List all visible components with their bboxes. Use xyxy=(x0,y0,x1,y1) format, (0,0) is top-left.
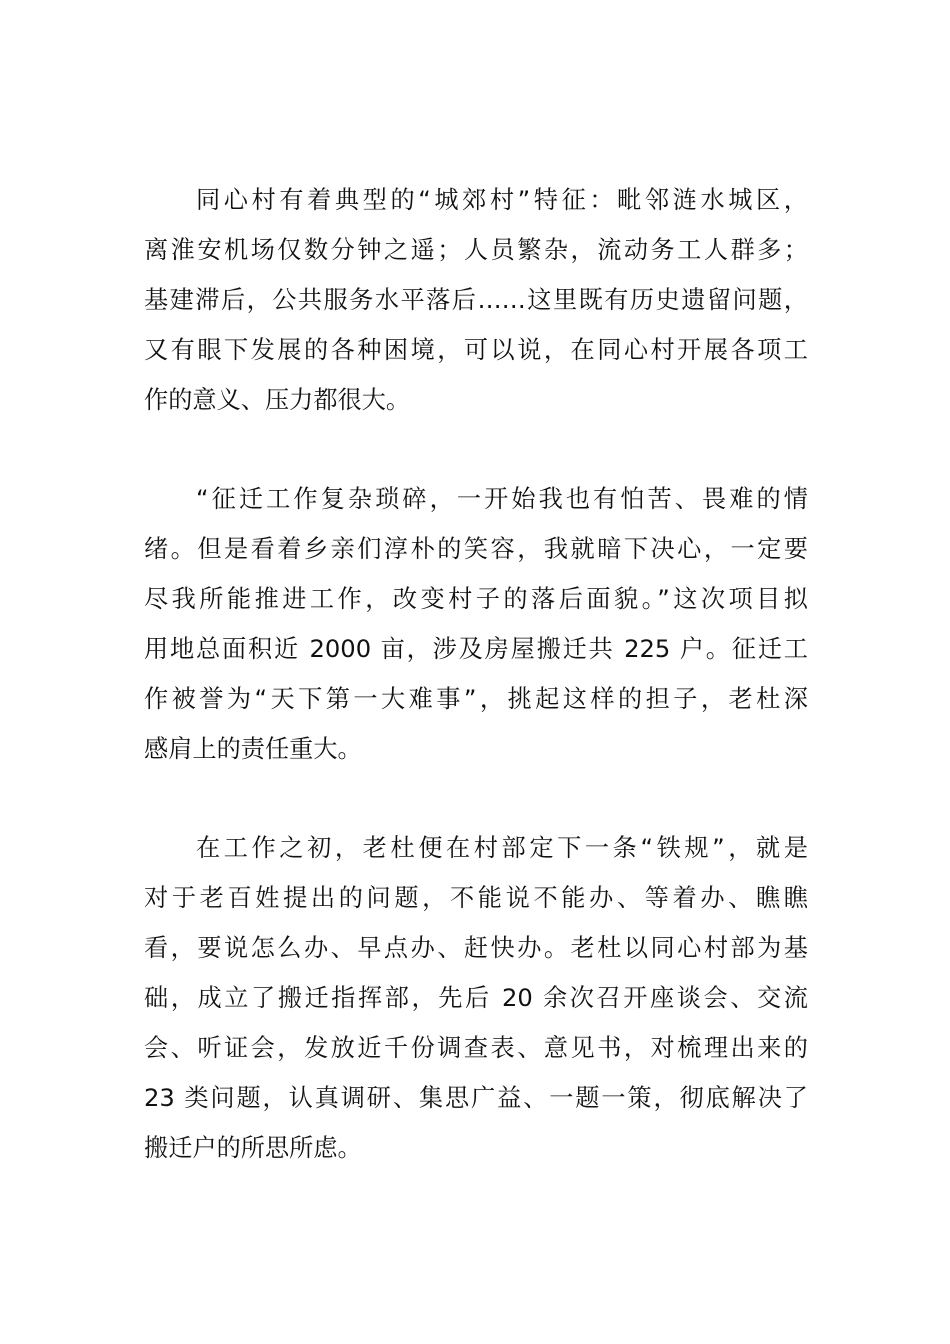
paragraph-line: “征迁工作复杂琐碎，一开始我也有怕苦、畏难的情 xyxy=(196,485,808,513)
paragraph-line: 感肩上的责任重大。 xyxy=(144,735,362,763)
paragraph-3 xyxy=(144,823,808,1173)
paragraph-line: 作的意义、压力都很大。 xyxy=(144,386,411,414)
paragraph-line: 基建滞后，公共服务水平落后……这里既有历史遗留问题， xyxy=(144,286,808,314)
paragraph-line: 离淮安机场仅数分钟之遥；人员繁杂，流动务工人群多； xyxy=(144,236,808,264)
paragraph-line: 会、听证会，发放近千份调查表、意见书，对梳理出来的 xyxy=(144,1034,808,1062)
paragraph-line: 作被誉为“天下第一大难事”，挑起这样的担子，老杜深 xyxy=(144,685,808,713)
paragraph-line: 尽我所能推进工作，改变村子的落后面貌。”这次项目拟 xyxy=(144,585,808,613)
paragraph-line: 搬迁户的所思所虑。 xyxy=(144,1134,362,1162)
paragraph-line: 对于老百姓提出的问题，不能说不能办、等着办、瞧瞧 xyxy=(144,884,808,912)
paragraph-2 xyxy=(144,474,808,774)
paragraph-line: 同心村有着典型的“城郊村”特征：毗邻涟水城区， xyxy=(196,186,808,214)
paragraph-line: 础，成立了搬迁指挥部，先后 20 余次召开座谈会、交流 xyxy=(144,984,808,1012)
paragraph-line: 23 类问题，认真调研、集思广益、一题一策，彻底解决了 xyxy=(144,1084,808,1112)
paragraph-line: 看，要说怎么办、早点办、赶快办。老杜以同心村部为基 xyxy=(144,934,808,962)
paragraph-1 xyxy=(144,175,808,425)
paragraph-line: 在工作之初，老杜便在村部定下一条“铁规”，就是 xyxy=(196,834,808,862)
paragraph-line: 绪。但是看着乡亲们淳朴的笑容，我就暗下决心，一定要 xyxy=(144,535,808,563)
paragraph-line: 用地总面积近 2000 亩，涉及房屋搬迁共 225 户。征迁工 xyxy=(144,635,808,663)
paragraph-line: 又有眼下发展的各种困境，可以说，在同心村开展各项工 xyxy=(144,336,808,364)
